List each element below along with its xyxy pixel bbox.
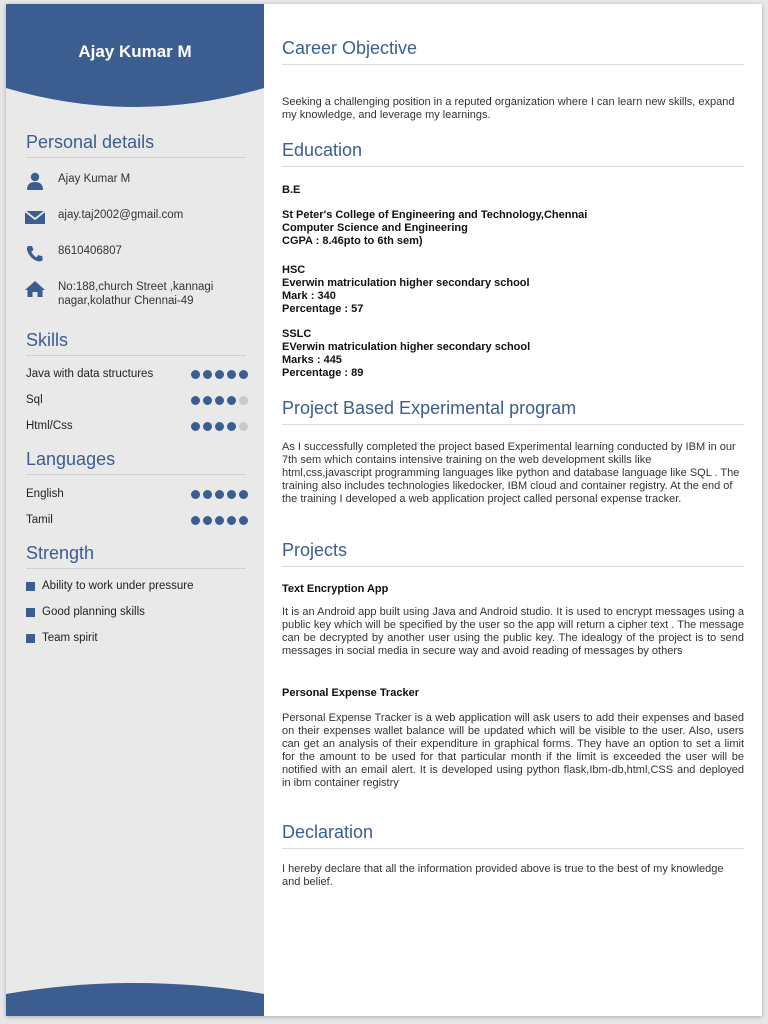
rating-dot bbox=[227, 516, 236, 525]
rating-dot bbox=[203, 516, 212, 525]
rating-dot bbox=[203, 490, 212, 499]
education-hsc-school: Everwin matriculation higher secondary school bbox=[282, 277, 530, 289]
language-row bbox=[26, 512, 248, 528]
rating-dot bbox=[215, 370, 224, 379]
rating-dot bbox=[191, 490, 200, 499]
education-branch: Computer Science and Engineering bbox=[282, 222, 468, 234]
education-college: St Peter's College of Engineering and Technology,Chennai bbox=[282, 209, 588, 221]
square-bullet-icon bbox=[26, 634, 35, 643]
skill-label: Sql bbox=[26, 394, 43, 406]
rating-dot bbox=[239, 490, 248, 499]
personal-email[interactable]: ajay.taj2002@gmail.com bbox=[58, 209, 184, 221]
rating-dot bbox=[227, 396, 236, 405]
strength-item bbox=[26, 632, 256, 644]
education-sslc-block bbox=[282, 328, 744, 380]
main-content bbox=[282, 4, 748, 1016]
education-hsc-label: HSC bbox=[282, 264, 306, 276]
sidebar bbox=[6, 4, 264, 1016]
skill-rating bbox=[191, 396, 248, 405]
education-sslc-percentage: Percentage : 89 bbox=[282, 367, 364, 379]
skill-label: Java with data structures bbox=[26, 368, 154, 380]
rating-dot bbox=[227, 490, 236, 499]
language-rating bbox=[191, 490, 248, 499]
language-label: Tamil bbox=[26, 514, 53, 526]
education-title: Education bbox=[282, 140, 744, 167]
personal-email-row bbox=[24, 208, 256, 226]
strength-item bbox=[26, 580, 256, 592]
rating-dot bbox=[227, 370, 236, 379]
personal-name-row bbox=[24, 172, 256, 190]
rating-dot bbox=[239, 370, 248, 379]
education-sslc-label: SSLC bbox=[282, 328, 312, 340]
program-title: Project Based Experimental program bbox=[282, 398, 744, 425]
personal-phone-row bbox=[24, 244, 256, 262]
rating-dot bbox=[191, 370, 200, 379]
skill-label: Html/Css bbox=[26, 420, 73, 432]
education-hsc-percentage: Percentage : 57 bbox=[282, 303, 364, 315]
personal-name: Ajay Kumar M bbox=[58, 173, 131, 185]
rating-dot bbox=[191, 516, 200, 525]
education-be-block bbox=[282, 209, 744, 248]
rating-dot bbox=[203, 396, 212, 405]
person-icon bbox=[24, 172, 46, 190]
project-2-title: Personal Expense Tracker bbox=[282, 687, 419, 699]
rating-dot bbox=[239, 396, 248, 405]
strength-label: Ability to work under pressure bbox=[42, 580, 194, 592]
envelope-icon bbox=[24, 208, 46, 226]
education-sslc-marks: Marks : 445 bbox=[282, 354, 342, 366]
strength-title: Strength bbox=[26, 543, 246, 569]
sidebar-header bbox=[6, 4, 264, 114]
project-1-text: It is an Android app built using Java and Android studio. It is used to encrypt messages using a public key which will be specified by the user so the app will return a cipher text . The message can be decrypted by another user using the public key. The idealogy of the project is to send messages in social media in secure way and avoid reading of messages by others bbox=[282, 606, 744, 657]
skill-row bbox=[26, 366, 248, 382]
square-bullet-icon bbox=[26, 582, 35, 591]
personal-details-title: Personal details bbox=[26, 132, 246, 158]
rating-dot bbox=[191, 396, 200, 405]
phone-icon bbox=[24, 244, 46, 262]
projects-title: Projects bbox=[282, 540, 744, 567]
language-label: English bbox=[26, 488, 64, 500]
rating-dot bbox=[215, 422, 224, 431]
project-2-text: Personal Expense Tracker is a web application will ask users to add their expenses and based on their expenses wallet balance will be updated which will be visible to the user. Also, users can get an analysis of their expenditure in graphical forms. They have an option to set a limit for the amount to be used for that particular month if the limit is exceeded the user will be notified with an email alert. It is developed using python flask,Ibm-db,html,CSS and deployed in ibm container registry bbox=[282, 712, 744, 789]
language-row bbox=[26, 486, 248, 502]
strength-item bbox=[26, 606, 256, 618]
rating-dot bbox=[215, 516, 224, 525]
education-degree: B.E bbox=[282, 184, 301, 196]
strength-label: Good planning skills bbox=[42, 606, 145, 618]
skill-rating bbox=[191, 422, 248, 431]
language-rating bbox=[191, 516, 248, 525]
rating-dot bbox=[227, 422, 236, 431]
education-hsc-block bbox=[282, 264, 744, 316]
skill-rating bbox=[191, 370, 248, 379]
education-hsc-mark: Mark : 340 bbox=[282, 290, 336, 302]
rating-dot bbox=[203, 422, 212, 431]
sidebar-footer bbox=[6, 978, 264, 1016]
career-objective-text: Seeking a challenging position in a reputed organization where I can learn new skills, expand my knowledge, and leverage my learnings. bbox=[282, 96, 735, 121]
rating-dot bbox=[239, 422, 248, 431]
personal-address: No:188,church Street ,kannagi nagar,kolathur Chennai-49 bbox=[58, 281, 214, 307]
project-1-title: Text Encryption App bbox=[282, 583, 389, 595]
candidate-name: Ajay Kumar M bbox=[78, 42, 192, 61]
rating-dot bbox=[203, 370, 212, 379]
personal-phone[interactable]: 8610406807 bbox=[58, 245, 122, 257]
square-bullet-icon bbox=[26, 608, 35, 617]
rating-dot bbox=[239, 516, 248, 525]
home-icon bbox=[24, 280, 46, 298]
resume-page bbox=[6, 4, 762, 1016]
rating-dot bbox=[215, 490, 224, 499]
skill-row bbox=[26, 418, 248, 434]
education-cgpa: CGPA : 8.46pto to 6th sem) bbox=[282, 235, 423, 247]
rating-dot bbox=[191, 422, 200, 431]
skill-row bbox=[26, 392, 248, 408]
rating-dot bbox=[215, 396, 224, 405]
personal-address-row bbox=[24, 280, 256, 308]
footer-wave-shape bbox=[6, 978, 264, 1016]
declaration-text: I hereby declare that all the information provided above is true to the best of my knowledge and belief. bbox=[282, 863, 724, 888]
career-objective-title: Career Objective bbox=[282, 38, 744, 65]
program-text: As I successfully completed the project based Experimental learning conducted by IBM in our 7th sem which contains intensive training on the web development skills like html,css,javascript programming languages like python and database language like SQL . The training also includes technologies likedocker, IBM cloud and container registry. At the end of the training I developed a web application project called personal expense tracker. bbox=[282, 441, 740, 505]
skills-title: Skills bbox=[26, 330, 246, 356]
languages-title: Languages bbox=[26, 449, 246, 475]
strength-label: Team spirit bbox=[42, 632, 98, 644]
declaration-title: Declaration bbox=[282, 822, 744, 849]
education-sslc-school: EVerwin matriculation higher secondary school bbox=[282, 341, 531, 353]
